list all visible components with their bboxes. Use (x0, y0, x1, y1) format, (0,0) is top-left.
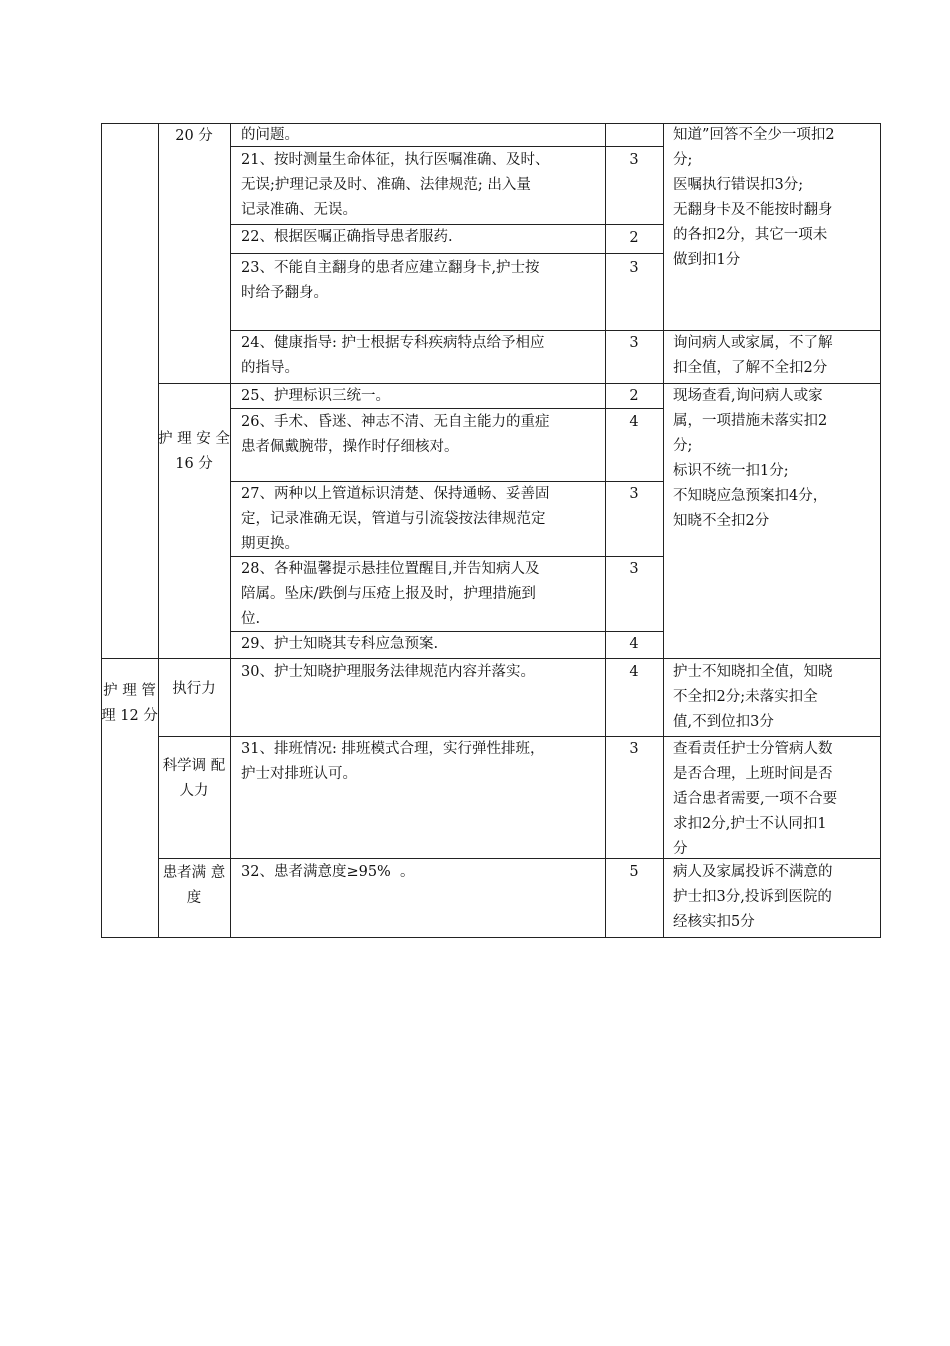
method-cell: 现场查看,询问病人或家 属，一项措施未落实扣2 分; 标识不统一扣1分; 不知晓应急预案扣4分， 知晓不全扣2分 (673, 388, 828, 529)
method-cell: 询问病人或家属，不了解 扣全值，了解不全扣2分 (673, 335, 833, 376)
item-cell: 28、各种温馨提示悬挂位置醒目,并告知病人及 陪属。坠床/跌倒与压疮上报及时，护理措施到 位. (241, 561, 540, 627)
item-cell: 25、护理标识三统一。 (241, 388, 390, 404)
score-cell: 3 (629, 152, 639, 168)
score-cell: 3 (629, 335, 639, 351)
table-bottom-border (101, 937, 881, 938)
method-cell: 病人及家属投诉不满意的 护士扣3分,投诉到医院的 经核实扣5分 (673, 864, 833, 930)
section-divider (101, 658, 881, 659)
col-divider (158, 123, 159, 938)
item-cell: 31、排班情况: 排班模式合理，实行弹性排班， 护士对排班认可。 (241, 741, 545, 782)
score-cell: 3 (629, 561, 639, 577)
score-cell: 2 (629, 230, 639, 246)
item-cell: 29、护士知晓其专科应急预案. (241, 636, 439, 652)
score-cell: 4 (629, 414, 639, 430)
item-cell: 21、按时测量生命体征，执行医嘱准确、及时、 无误;护理记录及时、准确、法律规范; 出入量 记录准确、无误。 (241, 152, 550, 218)
subcategory-cell: 护 理 安 全 16 分 (158, 431, 230, 472)
item-cell: 32、患者满意度≥95% 。 (241, 864, 415, 880)
category-cell: 护 理 管 理 12 分 (101, 683, 158, 724)
table-left-border (101, 123, 102, 938)
item-cell: 23、不能自主翻身的患者应建立翻身卡,护士按 时给予翻身。 (241, 260, 540, 301)
item-cell: 26、手术、昏迷、神志不清、无自主能力的重症 患者佩戴腕带，操作时仔细核对。 (241, 414, 550, 455)
subcategory-cell: 执行力 (172, 681, 216, 697)
subcategory-cell: 科学调 配人力 (162, 758, 226, 799)
col-divider (663, 123, 664, 938)
item-cell: 30、护士知晓护理服务法律规范内容并落实。 (241, 664, 535, 680)
item-cell: 22、根据医嘱正确指导患者服药. (241, 229, 453, 245)
item-cell: 24、健康指导: 护士根据专科疾病特点给予相应 的指导。 (241, 335, 545, 376)
subcategory-cell: 患者满 意度 (162, 865, 226, 906)
score-cell: 5 (629, 864, 639, 880)
score-cell: 3 (629, 260, 639, 276)
row-divider (230, 253, 663, 254)
item-cell: 27、两种以上管道标识清楚、保持通畅、妥善固 定，记录准确无误，管道与引流袋按法律规范定 期更换。 (241, 486, 550, 552)
subcategory-cell: 20 分 (175, 128, 213, 144)
score-cell: 4 (629, 664, 639, 680)
score-cell: 4 (629, 636, 639, 652)
col-divider (230, 123, 231, 938)
method-cell: 知道”回答不全少一项扣2 分; 医嘱执行错误扣3分; 无翻身卡及不能按时翻身 的各扣2分，其它一项未 做到扣1分 (673, 127, 835, 268)
method-cell: 查看责任护士分管病人数 是否合理，上班时间是否 适合患者需要,一项不合要 求扣2分,护士不认同扣1 分 (673, 741, 838, 857)
score-cell: 3 (629, 741, 639, 757)
score-cell: 2 (629, 388, 639, 404)
table-right-border (880, 123, 881, 938)
score-cell: 3 (629, 486, 639, 502)
item-cell: 的问题。 (241, 127, 299, 143)
method-cell: 护士不知晓扣全值，知晓 不全扣2分;未落实扣全 值,不到位扣3分 (673, 664, 833, 730)
